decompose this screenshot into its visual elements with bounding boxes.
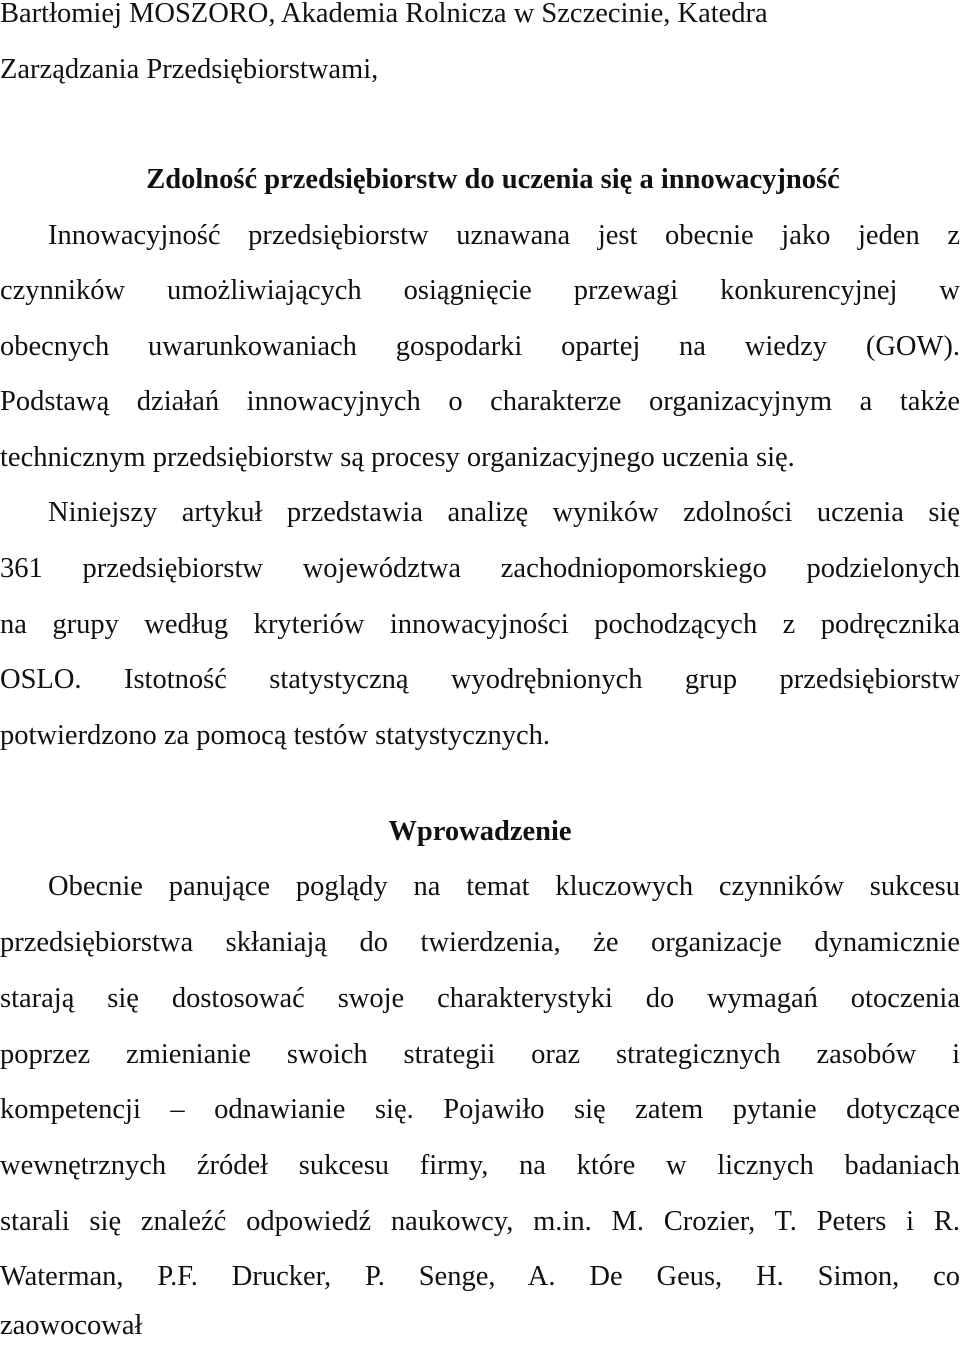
body-line: przedsiębiorstwa skłaniają do twierdzenia, że organizacje dynamicznie xyxy=(0,927,960,958)
author-line: Bartłomiej MOSZORO, Akademia Rolnicza w Szczecinie, Katedra xyxy=(0,0,768,29)
abstract-line: Podstawą działań innowacyjnych o charakterze organizacyjnym a także xyxy=(0,386,960,417)
body-line: Waterman, P.F. Drucker, P. Senge, A. De Geus, H. Simon, co xyxy=(0,1261,960,1292)
body-line: kompetencji – odnawianie się. Pojawiło się zatem pytanie dotyczące xyxy=(0,1094,960,1125)
abstract-line: Innowacyjność przedsiębiorstw uznawana jest obecnie jako jeden z xyxy=(48,220,960,251)
abstract-line: Niniejszy artykuł przedstawia analizę wyników zdolności uczenia się xyxy=(48,497,960,528)
abstract-line: na grupy według kryteriów innowacyjności pochodzących z podręcznika xyxy=(0,609,960,640)
body-line: starali się znaleźć odpowiedź naukowcy, m.in. M. Crozier, T. Peters i R. xyxy=(0,1206,960,1237)
body-line: wewnętrznych źródeł sukcesu firmy, na które w licznych badaniach xyxy=(0,1150,960,1181)
abstract-line: OSLO. Istotność statystyczną wyodrębnionych grup przedsiębiorstw xyxy=(0,664,960,695)
body-line: starają się dostosować swoje charakterystyki do wymagań otoczenia xyxy=(0,983,960,1014)
body-line: Obecnie panujące poglądy na temat kluczowych czynników sukcesu xyxy=(48,871,960,902)
section-heading: Wprowadzenie xyxy=(388,816,572,847)
paper-title: Zdolność przedsiębiorstw do uczenia się a innowacyjność xyxy=(146,164,840,195)
body-line: zaowocował xyxy=(0,1310,143,1341)
abstract-line: czynników umożliwiających osiągnięcie przewagi konkurencyjnej w xyxy=(0,275,960,306)
abstract-line: potwierdzono za pomocą testów statystycznych. xyxy=(0,720,551,751)
abstract-line: 361 przedsiębiorstw województwa zachodniopomorskiego podzielonych xyxy=(0,553,960,584)
abstract-line: technicznym przedsiębiorstw są procesy organizacyjnego uczenia się. xyxy=(0,442,795,473)
abstract-line: obecnych uwarunkowaniach gospodarki opartej na wiedzy (GOW). xyxy=(0,331,960,362)
author-line: Zarządzania Przedsiębiorstwami, xyxy=(0,54,379,85)
body-line: poprzez zmienianie swoich strategii oraz strategicznych zasobów i xyxy=(0,1039,960,1070)
